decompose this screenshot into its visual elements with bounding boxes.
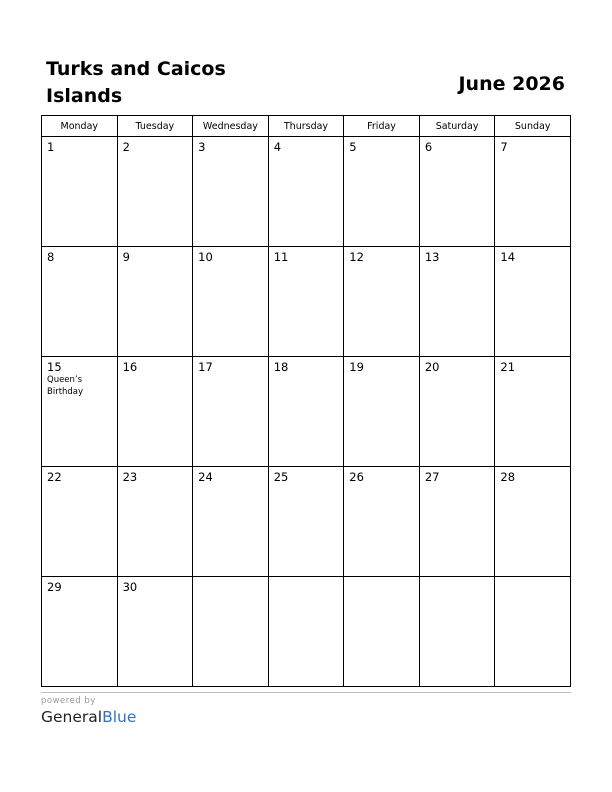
day-cell — [344, 357, 420, 467]
day-cell — [495, 357, 571, 467]
weekday-header: Thursday — [268, 116, 344, 137]
week-row — [42, 357, 571, 467]
day-cell — [193, 137, 269, 247]
weekday-header: Friday — [344, 116, 420, 137]
footer-brand — [41, 696, 136, 727]
day-number — [269, 577, 344, 580]
footer-divider — [41, 692, 571, 693]
day-cell — [419, 357, 495, 467]
day-number: 29 — [47, 580, 62, 594]
calendar-grid — [41, 115, 571, 687]
day-number: 30 — [122, 580, 138, 594]
day-number: 1 — [47, 140, 55, 154]
weekday-header-row — [42, 116, 571, 137]
week-row — [42, 137, 571, 247]
day-number: 14 — [500, 250, 516, 264]
day-number: 25 — [273, 470, 289, 484]
day-number: 18 — [273, 360, 289, 374]
week-row — [42, 467, 571, 577]
day-cell — [42, 577, 118, 687]
calendar-country-title: Turks and Caicos Islands — [46, 58, 226, 107]
day-number: 28 — [500, 470, 516, 484]
day-number: 4 — [273, 140, 282, 154]
holiday-label: Queen’s Birthday — [47, 375, 84, 397]
day-cell — [268, 467, 344, 577]
day-number: 2 — [122, 140, 130, 154]
day-number: 10 — [198, 250, 213, 264]
day-cell — [419, 577, 495, 687]
day-cell — [268, 577, 344, 687]
day-number: 23 — [122, 470, 138, 484]
day-cell — [344, 577, 420, 687]
day-number: 21 — [500, 360, 516, 374]
day-number: 8 — [47, 250, 55, 264]
day-cell — [42, 247, 118, 357]
week-row — [42, 577, 571, 687]
day-number: 6 — [424, 140, 433, 154]
day-cell — [42, 137, 118, 247]
day-cell — [268, 357, 344, 467]
day-number: 22 — [47, 470, 62, 484]
day-cell — [117, 247, 193, 357]
day-cell — [495, 247, 571, 357]
day-cell — [42, 467, 118, 577]
day-number — [420, 577, 495, 580]
day-cell — [42, 357, 118, 467]
day-cell — [268, 137, 344, 247]
day-cell — [495, 467, 571, 577]
generalblue-logo — [41, 707, 136, 727]
day-number: 11 — [273, 250, 289, 264]
weekday-header: Wednesday — [193, 116, 269, 137]
day-number: 15 — [47, 360, 62, 374]
day-number: 12 — [349, 250, 364, 264]
brand-blue-text: Blue — [102, 708, 137, 726]
day-cell — [419, 247, 495, 357]
week-row — [42, 247, 571, 357]
day-cell — [193, 247, 269, 357]
day-cell — [117, 137, 193, 247]
weekday-header: Monday — [42, 116, 118, 137]
weekday-header: Tuesday — [117, 116, 193, 137]
day-cell — [344, 467, 420, 577]
day-cell — [117, 467, 193, 577]
day-cell — [193, 577, 269, 687]
day-cell — [495, 137, 571, 247]
day-cell — [344, 247, 420, 357]
day-cell — [419, 467, 495, 577]
calendar-month-title: June 2026 — [458, 73, 565, 95]
day-cell — [193, 357, 269, 467]
day-number: 24 — [198, 470, 213, 484]
day-number — [193, 577, 268, 580]
day-number: 16 — [122, 360, 138, 374]
day-number: 20 — [424, 360, 440, 374]
day-number: 26 — [349, 470, 364, 484]
day-cell — [419, 137, 495, 247]
day-cell — [193, 467, 269, 577]
weekday-header: Sunday — [495, 116, 571, 137]
day-number — [495, 577, 570, 580]
day-number: 5 — [349, 140, 357, 154]
weekday-header: Saturday — [419, 116, 495, 137]
day-cell — [268, 247, 344, 357]
day-number: 19 — [349, 360, 364, 374]
powered-by-label: powered by — [41, 696, 96, 706]
day-number: 27 — [424, 470, 440, 484]
day-cell — [344, 137, 420, 247]
day-cell — [117, 357, 193, 467]
day-number: 7 — [500, 140, 508, 154]
day-number: 3 — [198, 140, 206, 154]
day-cell — [117, 577, 193, 687]
day-number: 17 — [198, 360, 213, 374]
day-cell — [495, 577, 571, 687]
day-number: 9 — [122, 250, 130, 264]
day-number — [344, 577, 419, 580]
day-number: 13 — [424, 250, 440, 264]
brand-general-text: General — [41, 708, 103, 726]
